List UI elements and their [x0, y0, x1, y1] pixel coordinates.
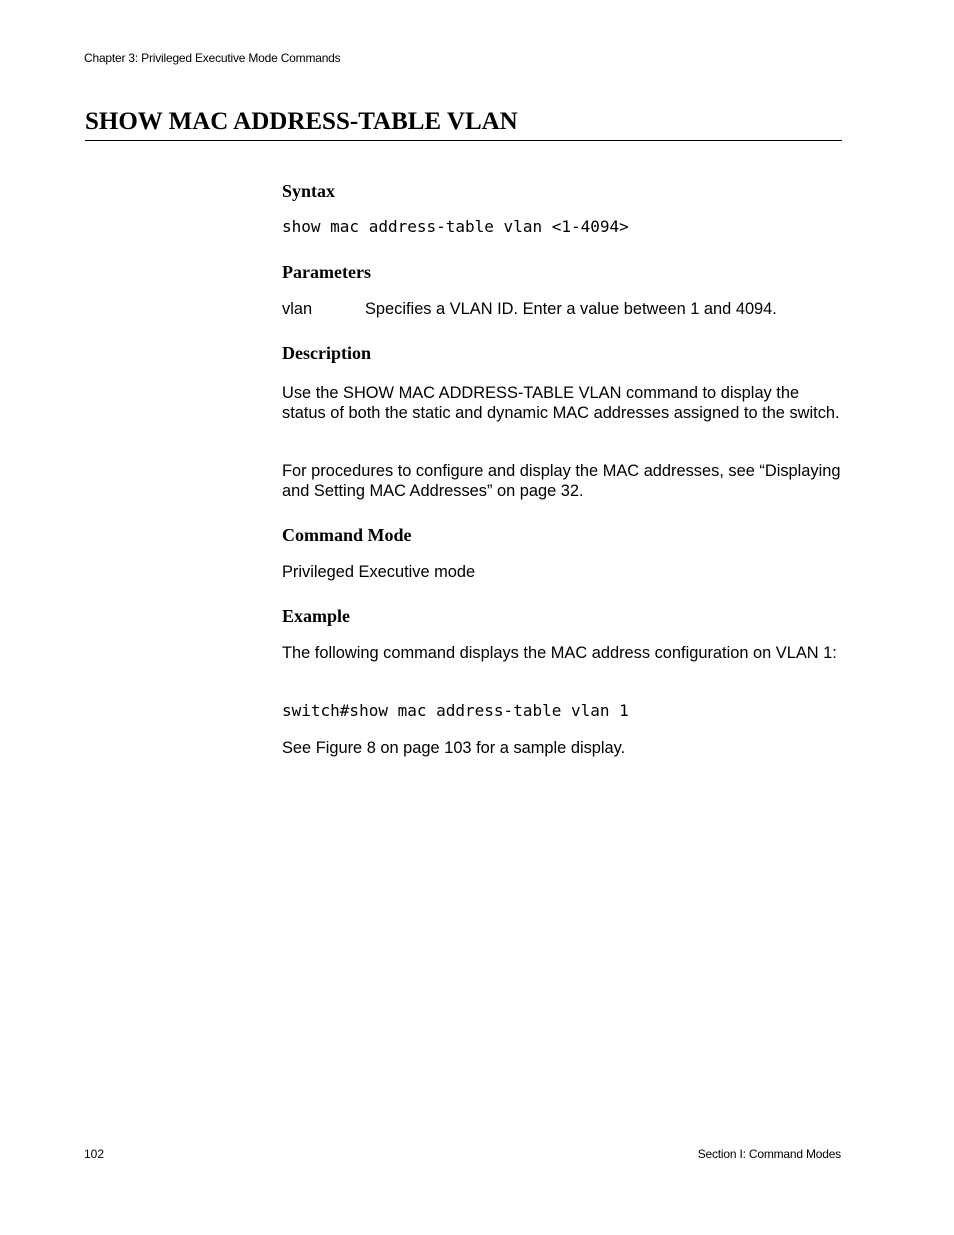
description-paragraph-reference: For procedures to configure and display the MAC addresses, see “Displaying and Setting MAC Addresses” on page 32.	[282, 462, 841, 500]
parameter-description: Specifies a VLAN ID. Enter a value between 1 and 4094.	[365, 300, 777, 318]
syntax-heading: Syntax	[282, 181, 336, 201]
example-code: switch#show mac address-table vlan 1	[282, 701, 629, 720]
description-heading: Description	[282, 343, 371, 363]
example-intro: The following command displays the MAC address configuration on VLAN 1:	[282, 644, 837, 662]
command-mode-text: Privileged Executive mode	[282, 563, 476, 581]
page-number: 102	[84, 1147, 105, 1161]
parameter-name: vlan	[282, 300, 313, 318]
example-heading: Example	[282, 606, 351, 626]
title-rule	[85, 140, 842, 141]
parameters-heading: Parameters	[282, 262, 371, 282]
description-paragraph: Use the SHOW MAC ADDRESS-TABLE VLAN command to display the status of both the static and dynamic MAC addresses assigned to the switch.	[282, 384, 840, 422]
footer-section: Section I: Command Modes	[697, 1147, 841, 1161]
command-mode-heading: Command Mode	[282, 525, 412, 545]
running-header: Chapter 3: Privileged Executive Mode Commands	[84, 51, 341, 65]
syntax-code: show mac address-table vlan <1-4094>	[282, 217, 629, 236]
page-title: SHOW MAC ADDRESS-TABLE VLAN	[85, 108, 518, 135]
example-note: See Figure 8 on page 103 for a sample display.	[282, 739, 626, 757]
